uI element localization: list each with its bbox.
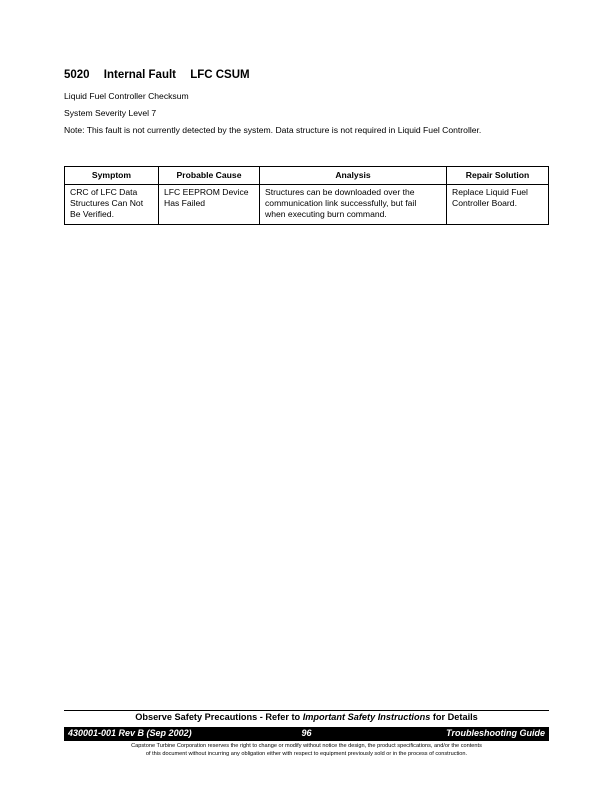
cell-line: Has Failed [164, 198, 206, 208]
fault-description: Liquid Fuel Controller Checksum [64, 91, 189, 101]
cell-line: when executing burn command. [265, 209, 387, 219]
cell-line: Be Verified. [70, 209, 114, 219]
legal-disclaimer [64, 743, 549, 758]
cell-line: communication link successfully, but fail [265, 198, 417, 208]
page-number: 96 [301, 728, 312, 738]
cell-probable-cause [159, 185, 260, 225]
fault-note: Note: This fault is not currently detected by the system. Data structure is not required in Liquid Fuel Controller. [64, 125, 482, 135]
troubleshooting-table [64, 166, 549, 225]
document-number: 430001-001 Rev B (Sep 2002) [68, 728, 192, 738]
table-header-row [65, 167, 549, 185]
header-repair-solution: Repair Solution [447, 167, 549, 185]
safety-prefix: Observe Safety Precautions - Refer to [135, 712, 303, 722]
cell-line: Replace Liquid Fuel [452, 187, 528, 197]
fault-code: 5020 [64, 69, 90, 81]
header-probable-cause: Probable Cause [159, 167, 260, 185]
fault-category: Internal Fault [103, 69, 176, 81]
cell-line: Structures can be downloaded over the [265, 187, 415, 197]
safety-notice [64, 712, 549, 722]
legal-line: Capstone Turbine Corporation reserves the right to change or modify without notice the design, the product specifications, and/or the contents [131, 743, 482, 749]
cell-line: LFC EEPROM Device [164, 187, 249, 197]
fault-name: LFC CSUM [190, 69, 250, 81]
footer-divider [64, 710, 549, 711]
legal-line: of this document without incurring any obligation either with respect to equipment previously sold or in the process of construction. [145, 750, 468, 757]
header-analysis: Analysis [260, 167, 447, 185]
cell-line: Structures Can Not [70, 198, 144, 208]
fault-severity: System Severity Level 7 [64, 108, 157, 118]
cell-line: Controller Board. [452, 198, 517, 208]
cell-line: CRC of LFC Data [70, 187, 138, 197]
safety-suffix: for Details [430, 712, 478, 722]
table-row [65, 185, 549, 225]
header-symptom: Symptom [65, 167, 159, 185]
cell-repair-solution [447, 185, 549, 225]
fault-heading [64, 69, 261, 81]
cell-symptom [65, 185, 159, 225]
guide-title: Troubleshooting Guide [446, 728, 545, 738]
footer-bar [64, 727, 549, 741]
cell-analysis [260, 185, 447, 225]
safety-instructions-reference: Important Safety Instructions [302, 712, 431, 722]
